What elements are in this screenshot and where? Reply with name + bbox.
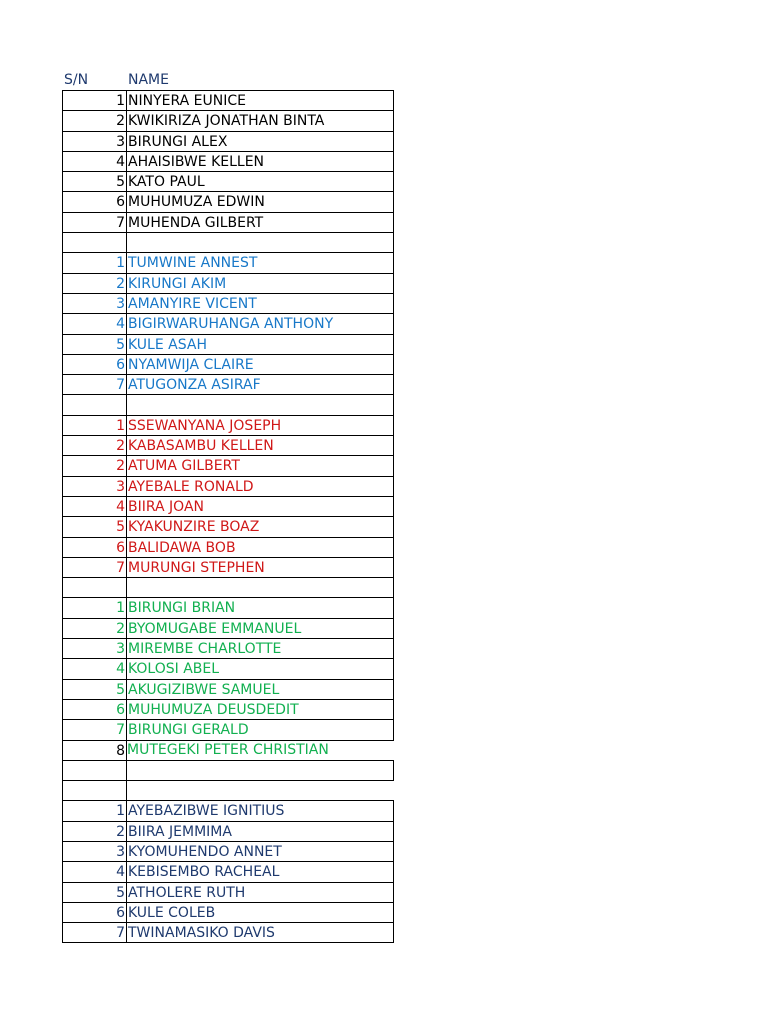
serial-number-cell: 5 xyxy=(62,679,127,700)
name-column-header: NAME xyxy=(128,72,169,88)
name-cell: ATUMA GILBERT xyxy=(126,455,394,476)
name-cell: MUHUMUZA EDWIN xyxy=(126,191,394,212)
name-cell: KYAKUNZIRE BOAZ xyxy=(126,516,394,537)
table-row xyxy=(62,861,394,881)
name-cell: KULE ASAH xyxy=(126,334,394,355)
table-row xyxy=(62,415,394,435)
serial-number-cell: 5 xyxy=(62,334,127,355)
table-row xyxy=(62,821,394,841)
table-row xyxy=(62,537,394,557)
table-row xyxy=(62,374,394,394)
names-table xyxy=(62,90,394,942)
name-cell: BIRUNGI BRIAN xyxy=(126,597,394,618)
serial-number-cell: 6 xyxy=(62,354,127,375)
table-row xyxy=(62,90,394,110)
serial-number-cell: 8 xyxy=(62,740,127,761)
table-row xyxy=(62,658,394,678)
table-row xyxy=(62,212,394,232)
table-row xyxy=(62,638,394,658)
empty-row xyxy=(62,780,394,800)
name-cell: SSEWANYANA JOSEPH xyxy=(126,415,394,436)
table-row xyxy=(62,719,394,739)
name-cell: MIREMBE CHARLOTTE xyxy=(126,638,394,659)
serial-number-cell: 4 xyxy=(62,313,127,334)
table-row xyxy=(62,597,394,617)
name-cell: KIRUNGI AKIM xyxy=(126,273,394,294)
serial-number-cell: 2 xyxy=(62,618,127,639)
name-cell: NINYERA EUNICE xyxy=(126,90,394,111)
empty-name-cell xyxy=(126,760,394,781)
name-cell: MUTEGEKI PETER CHRISTIAN xyxy=(127,741,329,758)
empty-serial-cell xyxy=(62,394,127,415)
empty-row xyxy=(62,760,394,780)
empty-serial-cell xyxy=(62,577,127,598)
name-cell: BIIRA JEMMIMA xyxy=(126,821,394,842)
table-row xyxy=(62,455,394,475)
serial-number-cell: 5 xyxy=(62,516,127,537)
serial-number-cell: 7 xyxy=(62,212,127,233)
table-row xyxy=(62,313,394,333)
name-cell: BIIRA JOAN xyxy=(126,496,394,517)
serial-number-cell: 4 xyxy=(62,658,127,679)
name-cell: KATO PAUL xyxy=(126,171,394,192)
table-row xyxy=(62,496,394,516)
table-row xyxy=(62,740,394,760)
serial-number-cell: 7 xyxy=(62,557,127,578)
serial-number-cell: 2 xyxy=(62,273,127,294)
serial-number-cell: 6 xyxy=(62,902,127,923)
serial-number-cell: 6 xyxy=(62,699,127,720)
empty-name-cell xyxy=(126,394,394,415)
name-cell: KULE COLEB xyxy=(126,902,394,923)
serial-number-cell: 7 xyxy=(62,922,127,943)
name-cell: BIGIRWARUHANGA ANTHONY xyxy=(126,313,394,334)
name-cell: BIRUNGI GERALD xyxy=(126,719,394,740)
serial-number-cell: 4 xyxy=(62,151,127,172)
table-row xyxy=(62,435,394,455)
empty-serial-cell xyxy=(62,760,127,781)
name-cell: KOLOSI ABEL xyxy=(126,658,394,679)
sn-column-header: S/N xyxy=(64,72,89,88)
table-row xyxy=(62,841,394,861)
name-cell: KYOMUHENDO ANNET xyxy=(126,841,394,862)
table-row xyxy=(62,516,394,536)
table-row xyxy=(62,191,394,211)
name-cell: BALIDAWA BOB xyxy=(126,537,394,558)
table-row xyxy=(62,476,394,496)
empty-serial-cell xyxy=(62,780,127,801)
table-row xyxy=(62,800,394,820)
table-row xyxy=(62,131,394,151)
empty-serial-cell xyxy=(62,232,127,253)
serial-number-cell: 2 xyxy=(62,110,127,131)
table-row xyxy=(62,882,394,902)
empty-name-cell xyxy=(126,232,394,253)
serial-number-cell: 5 xyxy=(62,882,127,903)
serial-number-cell: 2 xyxy=(62,435,127,456)
serial-number-cell: 6 xyxy=(62,191,127,212)
serial-number-cell: 4 xyxy=(62,861,127,882)
serial-number-cell: 3 xyxy=(62,131,127,152)
serial-number-cell: 7 xyxy=(62,374,127,395)
name-cell: MUHENDA GILBERT xyxy=(126,212,394,233)
name-cell: TWINAMASIKO DAVIS xyxy=(126,922,394,943)
table-row xyxy=(62,334,394,354)
table-row xyxy=(62,252,394,272)
name-cell: AHAISIBWE KELLEN xyxy=(126,151,394,172)
table-row xyxy=(62,354,394,374)
name-cell: KWIKIRIZA JONATHAN BINTA xyxy=(126,110,394,131)
empty-name-cell xyxy=(126,780,394,801)
serial-number-cell: 1 xyxy=(62,597,127,618)
serial-number-cell: 2 xyxy=(62,821,127,842)
table-row xyxy=(62,618,394,638)
table-row xyxy=(62,151,394,171)
name-cell: MUHUMUZA DEUSDEDIT xyxy=(126,699,394,720)
serial-number-cell: 1 xyxy=(62,415,127,436)
serial-number-cell: 1 xyxy=(62,800,127,821)
serial-number-cell: 3 xyxy=(62,638,127,659)
name-cell: ATHOLERE RUTH xyxy=(126,882,394,903)
table-row xyxy=(62,293,394,313)
table-row xyxy=(62,273,394,293)
serial-number-cell: 2 xyxy=(62,455,127,476)
empty-row xyxy=(62,394,394,414)
serial-number-cell: 4 xyxy=(62,496,127,517)
table-row xyxy=(62,699,394,719)
name-cell: BYOMUGABE EMMANUEL xyxy=(126,618,394,639)
table-row xyxy=(62,922,394,942)
serial-number-cell: 3 xyxy=(62,841,127,862)
serial-number-cell: 5 xyxy=(62,171,127,192)
name-cell: KABASAMBU KELLEN xyxy=(126,435,394,456)
name-cell: TUMWINE ANNEST xyxy=(126,252,394,273)
table-row xyxy=(62,171,394,191)
name-cell: AYEBAZIBWE IGNITIUS xyxy=(126,800,394,821)
name-cell: NYAMWIJA CLAIRE xyxy=(126,354,394,375)
name-cell: AYEBALE RONALD xyxy=(126,476,394,497)
serial-number-cell: 1 xyxy=(62,90,127,111)
name-cell: MURUNGI STEPHEN xyxy=(126,557,394,578)
name-cell: BIRUNGI ALEX xyxy=(126,131,394,152)
serial-number-cell: 3 xyxy=(62,293,127,314)
table-header xyxy=(63,70,394,90)
table-row xyxy=(62,902,394,922)
table-row xyxy=(62,557,394,577)
empty-name-cell xyxy=(126,577,394,598)
serial-number-cell: 1 xyxy=(62,252,127,273)
serial-number-cell: 7 xyxy=(62,719,127,740)
serial-number-cell: 6 xyxy=(62,537,127,558)
name-cell: ATUGONZA ASIRAF xyxy=(126,374,394,395)
empty-row xyxy=(62,232,394,252)
name-cell: AKUGIZIBWE SAMUEL xyxy=(126,679,394,700)
name-cell: AMANYIRE VICENT xyxy=(126,293,394,314)
name-cell: KEBISEMBO RACHEAL xyxy=(126,861,394,882)
table-row xyxy=(62,110,394,130)
serial-number-cell: 3 xyxy=(62,476,127,497)
empty-row xyxy=(62,577,394,597)
table-row xyxy=(62,679,394,699)
